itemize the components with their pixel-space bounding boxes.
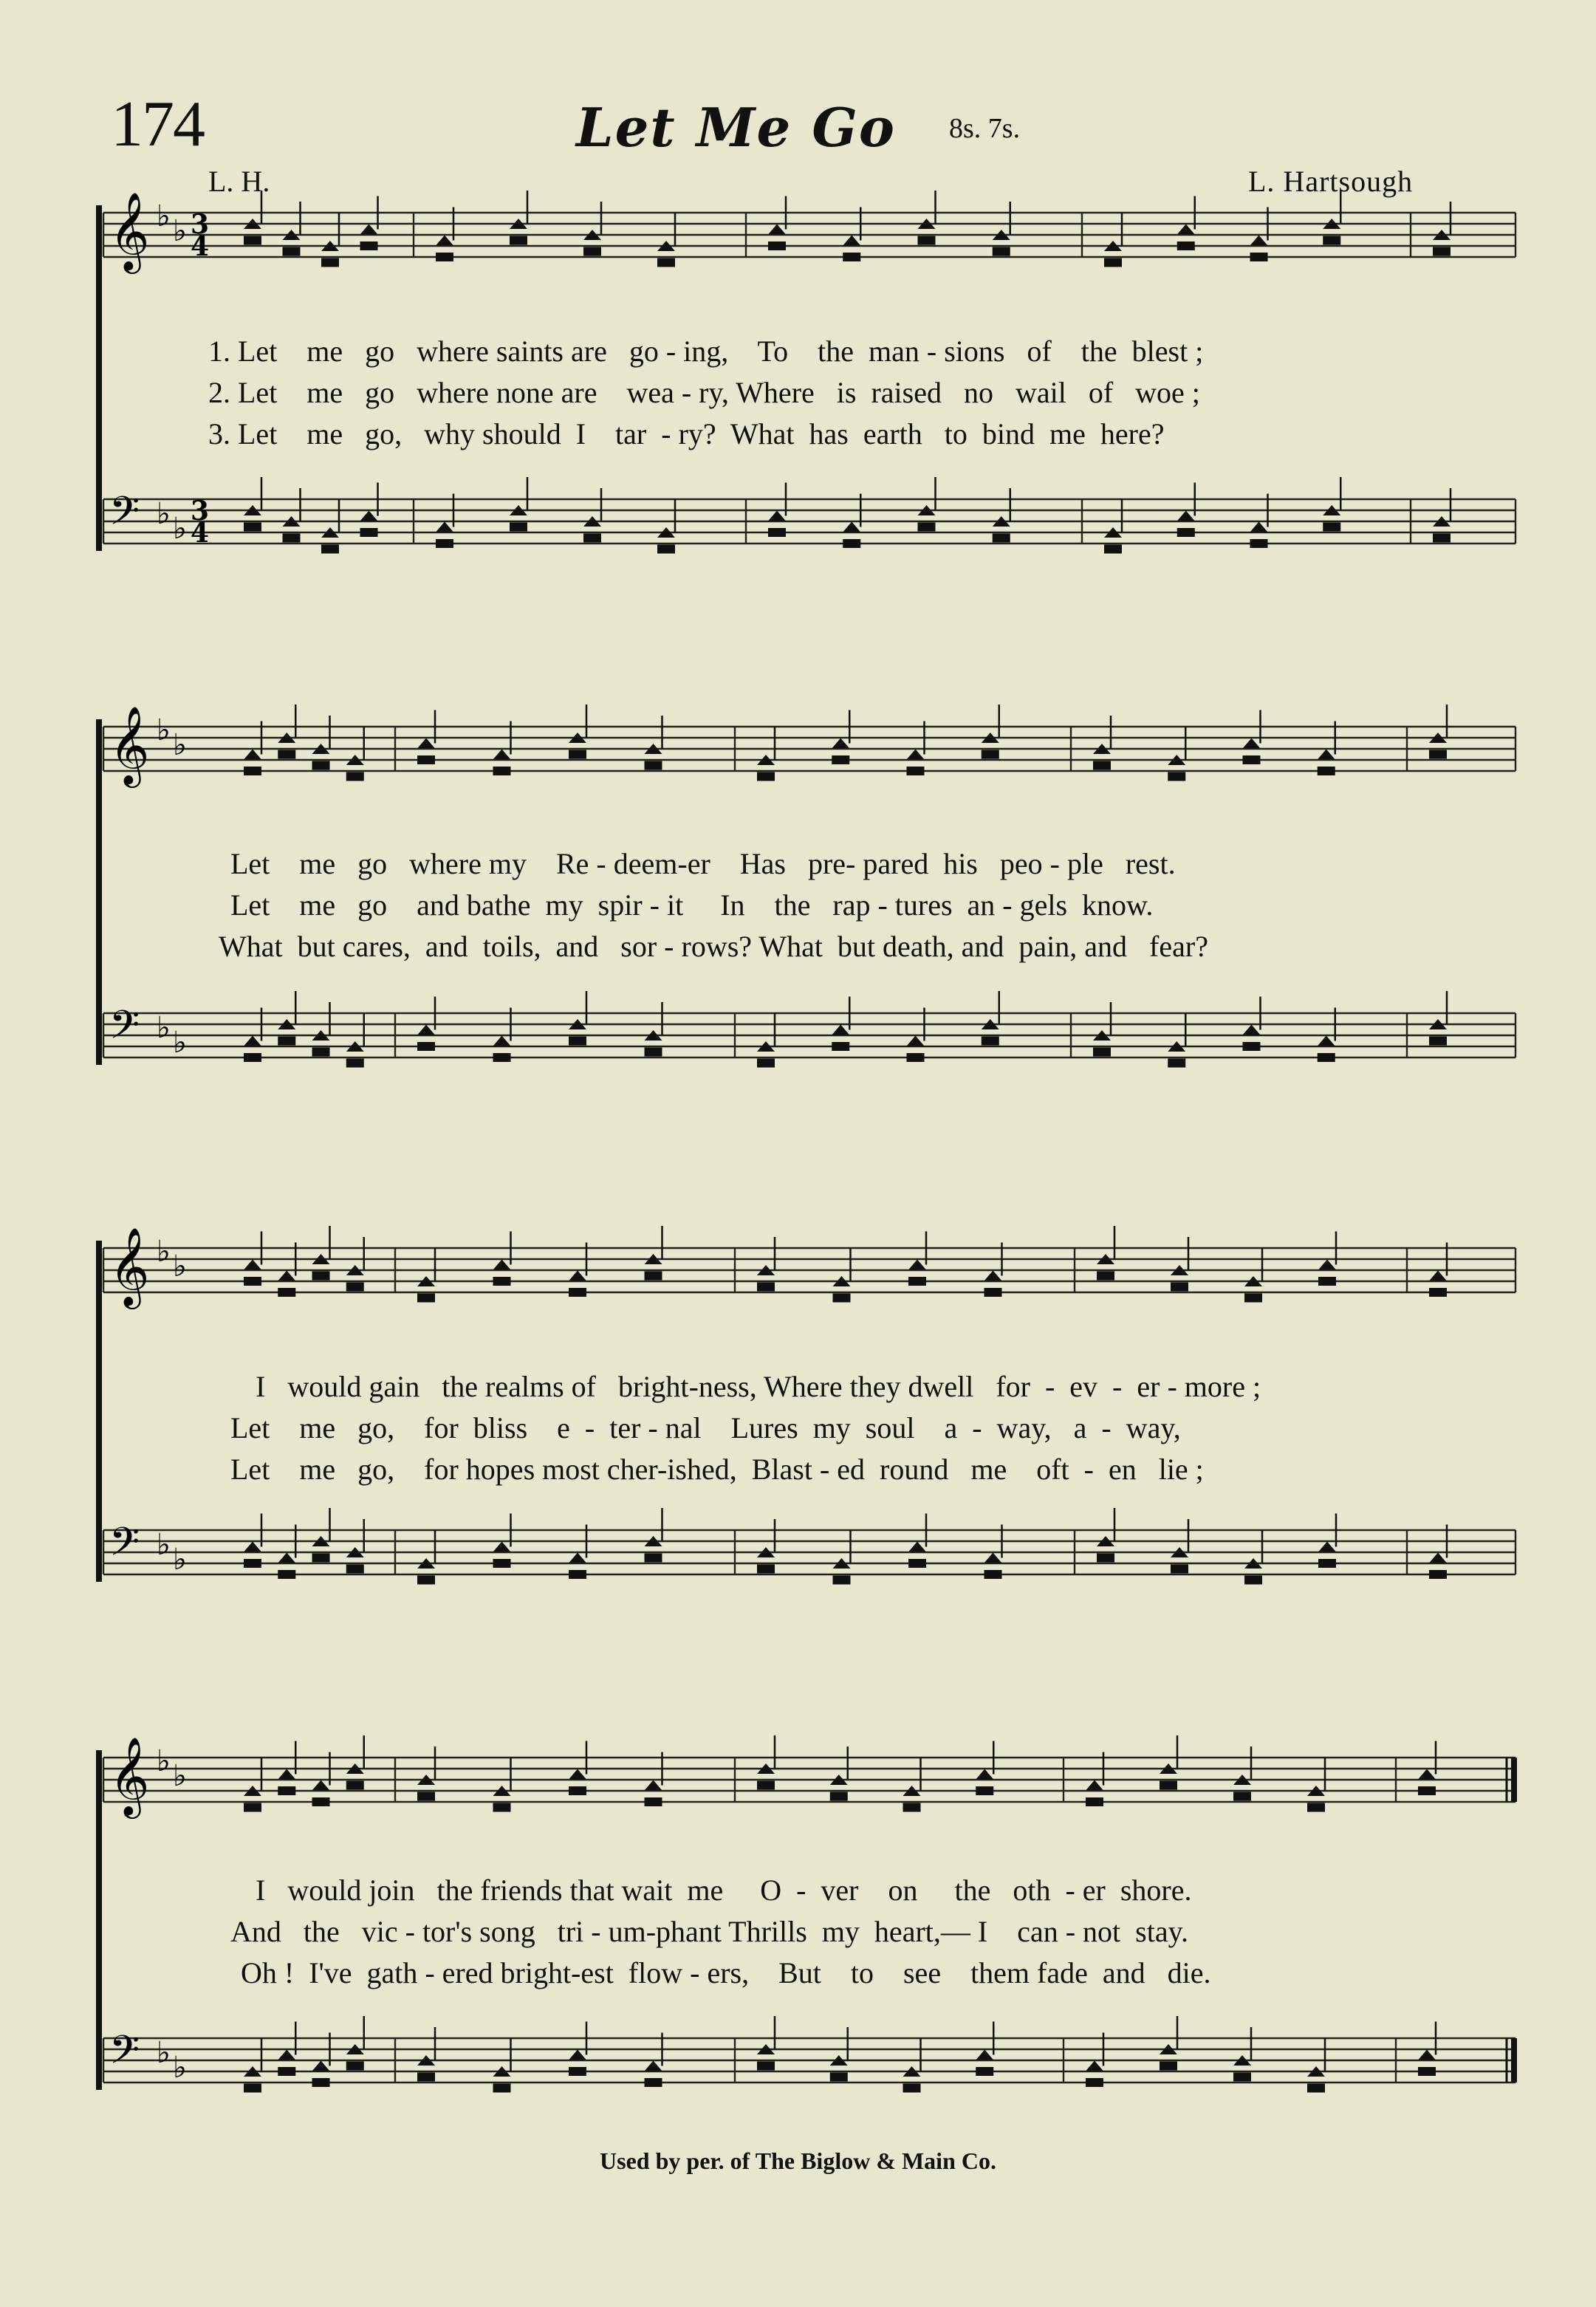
- shape-note-head: [1086, 2078, 1103, 2087]
- shape-note-head: [645, 1048, 662, 1057]
- lyric-line: Let me go where my Re - deem-er Has pre- pared his peo - ple rest.: [230, 847, 1176, 880]
- shape-note-head: [830, 1792, 848, 1801]
- shape-note-head: [1243, 755, 1261, 764]
- flat-icon: ♭: [157, 713, 171, 747]
- shape-note-head: [993, 534, 1010, 543]
- shape-note-head: [757, 1059, 775, 1068]
- shape-note-head: [493, 750, 511, 760]
- shape-note-head: [1418, 1769, 1436, 1780]
- shape-note-head: [918, 523, 936, 532]
- shape-note-head: [244, 1803, 261, 1812]
- shape-note-head: [645, 1272, 662, 1281]
- shape-note-head: [436, 539, 453, 548]
- shape-note-head: [493, 2084, 511, 2093]
- shape-note-head: [1429, 1271, 1447, 1281]
- shape-note-head: [1433, 534, 1451, 543]
- shape-note-head: [1307, 2084, 1325, 2093]
- shape-note-head: [1160, 2062, 1177, 2071]
- lyric-line: What but cares, and toils, and sor - rows? What but death, and pain, and fear?: [219, 930, 1208, 963]
- flat-icon: ♭: [173, 728, 187, 762]
- shape-note-head: [312, 1797, 330, 1806]
- shape-note-head: [1429, 1288, 1447, 1297]
- shape-note-head: [569, 1288, 586, 1297]
- shape-note-head: [278, 2067, 295, 2076]
- shape-note-head: [1243, 1042, 1261, 1051]
- shape-note-head: [830, 2073, 848, 2082]
- shape-note-head: [278, 1553, 295, 1563]
- shape-note-head: [417, 1294, 435, 1303]
- shape-note-head: [493, 1277, 511, 1286]
- shape-note-head: [417, 1042, 435, 1051]
- shape-note-head: [1250, 539, 1268, 548]
- shape-note-head: [278, 1037, 295, 1046]
- shape-note-head: [984, 1288, 1002, 1297]
- shape-note-head: [312, 1048, 330, 1057]
- treble-clef-icon: 𝄞: [109, 705, 150, 784]
- shape-note-head: [832, 1042, 849, 1051]
- shape-note-head: [1429, 750, 1447, 759]
- shape-note-head: [908, 1277, 926, 1286]
- hymn-number: 174: [111, 89, 204, 160]
- shape-note-head: [510, 523, 527, 532]
- flat-icon: ♭: [173, 1543, 187, 1577]
- shape-note-head: [1323, 523, 1340, 532]
- shape-note-head: [1097, 1272, 1114, 1281]
- flat-icon: ♭: [173, 1026, 187, 1060]
- flat-icon: ♭: [157, 1235, 171, 1269]
- shape-note-head: [583, 247, 601, 256]
- shape-note-head: [1250, 253, 1268, 261]
- shape-note-head: [360, 528, 378, 537]
- shape-note-head: [1433, 247, 1451, 256]
- shape-note-head: [908, 1542, 926, 1552]
- time-signature: 4: [191, 518, 210, 549]
- shape-note-head: [1250, 236, 1268, 246]
- shape-note-head: [1318, 767, 1335, 775]
- shape-note-head: [569, 1786, 586, 1795]
- shape-note-head: [918, 236, 936, 245]
- lyric-line: 3. Let me go, why should I tar - ry? What has earth to bind me here?: [208, 417, 1165, 450]
- shape-note-head: [244, 1053, 261, 1062]
- shape-note-head: [993, 247, 1010, 256]
- shape-note-head: [1086, 2061, 1103, 2071]
- hymn-meter: 8s. 7s.: [949, 113, 1021, 144]
- treble-clef-icon: 𝄞: [109, 1736, 150, 1815]
- shape-note-head: [278, 1288, 295, 1297]
- shape-note-head: [976, 1769, 993, 1780]
- shape-note-head: [757, 772, 775, 781]
- shape-note-head: [1171, 1283, 1188, 1292]
- shape-note-head: [907, 1053, 925, 1062]
- lyric-line: Oh ! I've gath - ered bright-est flow - ers, But to see them fade and die.: [241, 1956, 1211, 1989]
- shape-note-head: [1318, 750, 1335, 760]
- shape-note-head: [1168, 772, 1185, 781]
- shape-note-head: [1093, 1048, 1111, 1057]
- shape-note-head: [1243, 738, 1261, 749]
- shape-note-head: [321, 258, 339, 267]
- shape-note-head: [982, 750, 999, 759]
- lyric-line: Let me go, for bliss e - ter - nal Lures my soul a - way, a - way,: [230, 1411, 1181, 1444]
- bass-clef-icon: 𝄢: [109, 2028, 140, 2083]
- shape-note-head: [278, 2050, 295, 2060]
- shape-note-head: [244, 1542, 261, 1552]
- shape-note-head: [1177, 224, 1195, 235]
- shape-note-head: [843, 539, 860, 548]
- shape-note-head: [493, 1542, 511, 1552]
- shape-note-head: [645, 761, 662, 770]
- shape-note-head: [1429, 1037, 1447, 1046]
- hymn-title: Let Me Go: [576, 96, 896, 159]
- shape-note-head: [832, 755, 849, 764]
- shape-note-head: [312, 1780, 330, 1791]
- shape-note-head: [1244, 1294, 1262, 1303]
- composer-name: L. Hartsough: [1248, 165, 1414, 198]
- shape-note-head: [278, 1271, 295, 1281]
- shape-note-head: [657, 258, 675, 267]
- permission-credit: Used by per. of The Biglow & Main Co.: [600, 2147, 996, 2174]
- shape-note-head: [1243, 1025, 1261, 1035]
- bass-clef-icon: 𝄢: [109, 1003, 140, 1057]
- shape-note-head: [645, 1554, 662, 1563]
- treble-clef-icon: 𝄞: [109, 191, 150, 270]
- shape-note-head: [976, 2050, 993, 2060]
- shape-note-head: [1093, 761, 1111, 770]
- flat-icon: ♭: [173, 2051, 187, 2085]
- shape-note-head: [312, 1554, 330, 1563]
- shape-note-head: [278, 1786, 295, 1795]
- shape-note-head: [757, 2062, 775, 2071]
- shape-note-head: [833, 1294, 851, 1303]
- shape-note-head: [768, 224, 786, 235]
- shape-note-head: [346, 1565, 364, 1574]
- shape-note-head: [510, 236, 527, 245]
- shape-note-head: [569, 2067, 586, 2076]
- shape-note-head: [1318, 1559, 1336, 1568]
- shape-note-head: [493, 767, 511, 775]
- shape-note-head: [908, 1559, 926, 1568]
- shape-note-head: [1244, 1576, 1262, 1585]
- shape-note-head: [1171, 1565, 1188, 1574]
- shape-note-head: [1177, 511, 1195, 521]
- shape-note-head: [360, 224, 378, 235]
- treble-clef-icon: 𝄞: [109, 1227, 150, 1306]
- shape-note-head: [645, 1797, 662, 1806]
- flat-icon: ♭: [173, 1759, 187, 1793]
- shape-note-head: [1418, 2067, 1436, 2076]
- shape-note-head: [360, 511, 378, 521]
- shape-note-head: [1250, 522, 1268, 532]
- shape-note-head: [312, 2078, 330, 2087]
- lyric-line: Let me go, for hopes most cher-ished, Blast - ed round me oft - en lie ;: [230, 1453, 1204, 1486]
- flat-icon: ♭: [173, 512, 187, 546]
- shape-note-head: [321, 545, 339, 554]
- bass-staff: [103, 499, 1515, 544]
- bass-staff: [103, 2038, 1515, 2083]
- shape-note-head: [493, 1036, 511, 1046]
- lyricist-initials: L. H.: [208, 165, 270, 198]
- shape-note-head: [832, 1025, 849, 1035]
- flat-icon: ♭: [157, 1528, 171, 1562]
- shape-note-head: [583, 534, 601, 543]
- shape-note-head: [976, 2067, 993, 2076]
- shape-note-head: [278, 1769, 295, 1780]
- treble-staff: [103, 1248, 1515, 1292]
- shape-note-head: [903, 2084, 921, 2093]
- shape-note-head: [346, 1781, 364, 1790]
- shape-note-head: [1168, 1059, 1185, 1068]
- shape-note-head: [832, 738, 849, 749]
- shape-note-head: [244, 1559, 261, 1568]
- lyric-line: 1. Let me go where saints are go - ing, To the man - sions of the blest ;: [208, 335, 1204, 368]
- shape-note-head: [244, 1277, 261, 1286]
- shape-note-head: [1318, 1260, 1336, 1270]
- shape-note-head: [1418, 1786, 1436, 1795]
- treble-staff: [103, 213, 1515, 257]
- shape-note-head: [244, 1036, 261, 1046]
- shape-note-head: [1086, 1780, 1103, 1791]
- shape-note-head: [757, 1781, 775, 1790]
- shape-note-head: [976, 1786, 993, 1795]
- flat-icon: ♭: [173, 214, 187, 248]
- shape-note-head: [436, 253, 453, 261]
- shape-note-head: [907, 750, 925, 760]
- time-signature: 3: [191, 496, 210, 527]
- shape-note-head: [360, 241, 378, 250]
- shape-note-head: [493, 1260, 511, 1270]
- lyric-line: I would join the friends that wait me O - ver on the oth - er shore.: [256, 1874, 1192, 1907]
- shape-note-head: [493, 1803, 511, 1812]
- shape-note-head: [1233, 1792, 1251, 1801]
- shape-note-head: [1307, 1803, 1325, 1812]
- shape-note-head: [278, 750, 295, 759]
- lyric-line: 2. Let me go where none are wea - ry, Where is raised no wail of woe ;: [208, 376, 1200, 409]
- shape-note-head: [436, 236, 453, 246]
- shape-note-head: [984, 1271, 1002, 1281]
- shape-note-head: [346, 1059, 364, 1068]
- shape-note-head: [417, 738, 435, 749]
- shape-note-head: [757, 1565, 775, 1574]
- shape-note-head: [1177, 528, 1195, 537]
- shape-note-head: [436, 522, 453, 532]
- shape-note-head: [984, 1570, 1002, 1579]
- shape-note-head: [244, 236, 261, 245]
- shape-note-head: [569, 750, 586, 759]
- shape-note-head: [908, 1260, 926, 1270]
- shape-note-head: [417, 2073, 435, 2082]
- shape-note-head: [493, 1053, 511, 1062]
- shape-note-head: [1318, 1053, 1335, 1062]
- shape-note-head: [1318, 1036, 1335, 1046]
- shape-note-head: [1086, 1797, 1103, 1806]
- shape-note-head: [982, 1037, 999, 1046]
- shape-note-head: [417, 1025, 435, 1035]
- shape-note-head: [657, 545, 675, 554]
- shape-note-head: [757, 1283, 775, 1292]
- time-signature: 4: [191, 231, 210, 262]
- shape-note-head: [1104, 258, 1122, 267]
- shape-note-head: [1323, 236, 1340, 245]
- shape-note-head: [843, 253, 860, 261]
- shape-note-head: [984, 1553, 1002, 1563]
- shape-note-head: [569, 1271, 586, 1281]
- shape-note-head: [1429, 1553, 1447, 1563]
- flat-icon: ♭: [173, 1250, 187, 1283]
- bass-clef-icon: 𝄢: [109, 1520, 140, 1574]
- shape-note-head: [1097, 1554, 1114, 1563]
- shape-note-head: [244, 750, 261, 760]
- shape-note-head: [768, 241, 786, 250]
- treble-staff: [103, 1758, 1515, 1802]
- shape-note-head: [1318, 1277, 1336, 1286]
- time-signature: 3: [191, 209, 210, 240]
- shape-note-head: [283, 534, 301, 543]
- shape-note-head: [768, 528, 786, 537]
- shape-note-head: [1429, 1570, 1447, 1579]
- shape-note-head: [907, 767, 925, 775]
- lyric-line: And the vic - tor's song tri - um-phant Thrills my heart,— I can - not stay.: [230, 1915, 1188, 1948]
- shape-note-head: [493, 1559, 511, 1568]
- shape-note-head: [312, 2061, 330, 2071]
- shape-note-head: [1104, 545, 1122, 554]
- shape-note-head: [244, 1260, 261, 1270]
- shape-note-head: [312, 1272, 330, 1281]
- shape-note-head: [569, 1553, 586, 1563]
- shape-note-head: [417, 1576, 435, 1585]
- shape-note-head: [645, 1780, 662, 1791]
- shape-note-head: [346, 1283, 364, 1292]
- shape-note-head: [283, 247, 301, 256]
- shape-note-head: [244, 767, 261, 775]
- shape-note-head: [1318, 1542, 1336, 1552]
- shape-note-head: [843, 236, 860, 246]
- flat-icon: ♭: [157, 1744, 171, 1778]
- shape-note-head: [903, 1803, 921, 1812]
- shape-note-head: [569, 1769, 586, 1780]
- flat-icon: ♭: [157, 2036, 171, 2070]
- bass-clef-icon: 𝄢: [109, 489, 140, 544]
- shape-note-head: [346, 772, 364, 781]
- shape-note-head: [278, 1570, 295, 1579]
- flat-icon: ♭: [157, 1011, 171, 1045]
- shape-note-head: [244, 2084, 261, 2093]
- shape-note-head: [1160, 1781, 1177, 1790]
- bass-staff: [103, 1530, 1515, 1574]
- shape-note-head: [645, 2061, 662, 2071]
- shape-note-head: [843, 522, 860, 532]
- shape-note-head: [569, 1037, 586, 1046]
- shape-note-head: [645, 2078, 662, 2087]
- shape-note-head: [244, 523, 261, 532]
- shape-note-head: [417, 1792, 435, 1801]
- shape-note-head: [907, 1036, 925, 1046]
- shape-note-head: [1418, 2050, 1436, 2060]
- lyric-line: I would gain the realms of bright-ness, Where they dwell for - ev - er - more ;: [256, 1370, 1261, 1403]
- shape-note-head: [312, 761, 330, 770]
- shape-note-head: [1177, 241, 1195, 250]
- shape-note-head: [1233, 2073, 1251, 2082]
- flat-icon: ♭: [157, 199, 171, 233]
- shape-note-head: [346, 2062, 364, 2071]
- flat-icon: ♭: [157, 497, 171, 531]
- shape-note-head: [569, 2050, 586, 2060]
- shape-note-head: [833, 1576, 851, 1585]
- shape-note-head: [768, 511, 786, 521]
- shape-note-head: [417, 755, 435, 764]
- shape-note-head: [569, 1570, 586, 1579]
- lyric-line: Let me go and bathe my spir - it In the rap - tures an - gels know.: [230, 888, 1154, 922]
